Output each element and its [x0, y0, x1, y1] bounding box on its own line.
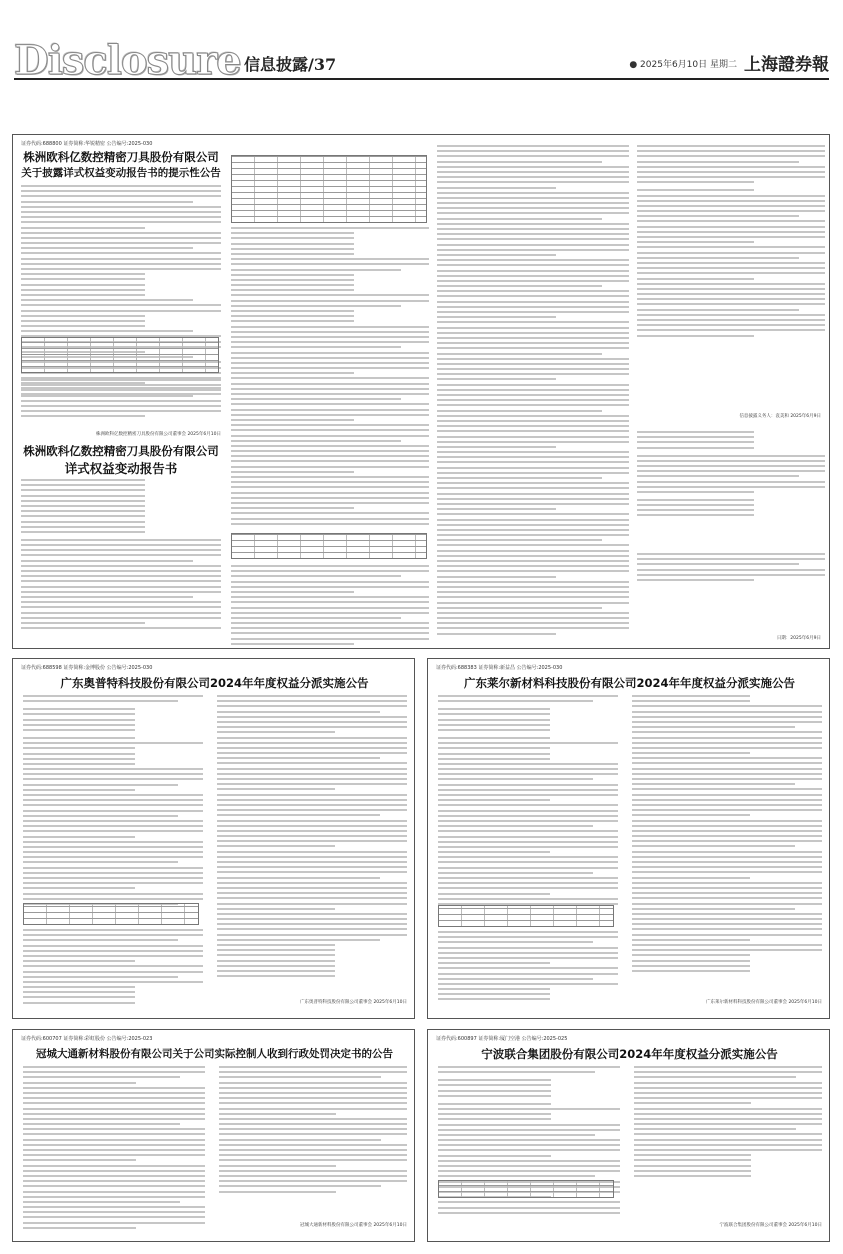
- announcement-title: 广东莱尔新材料科技股份有限公司2024年年度权益分派实施公告: [463, 676, 795, 690]
- body-text: [634, 1066, 822, 1216]
- body-text: [21, 479, 221, 639]
- body-text: [637, 145, 825, 405]
- body-text: [438, 1066, 620, 1236]
- body-text: [438, 695, 618, 925]
- stock-code: 证券代码:688598 证券简称:金博股份 公告编号:2025-030: [21, 665, 153, 671]
- body-text: [438, 931, 618, 1011]
- stock-code: 证券代码:688800 证券简称:华锐精密 公告编号:2025-030: [21, 141, 153, 147]
- info-table: [231, 155, 427, 223]
- report-subtitle: 详式权益变动报告书: [64, 461, 178, 476]
- body-text: [219, 1066, 407, 1216]
- signature: 广东奥普特科技股份有限公司董事会 2025年6月10日: [300, 1000, 407, 1005]
- report-title: 株洲欧科亿数控精密刀具股份有限公司: [23, 444, 219, 458]
- announcement-title: 冠城大通新材料股份有限公司关于公司实际控制人收到行政处罚决定书的公告: [36, 1048, 393, 1060]
- stock-code: 证券代码:600897 证券简称:厦门空港 公告编号:2025-025: [436, 1036, 568, 1042]
- announcement-mid-right: [427, 658, 830, 1019]
- shareholding-table: [21, 337, 219, 373]
- signature: 株洲欧科亿数控精密刀具股份有限公司董事会 2025年6月10日: [96, 432, 221, 437]
- body-text: [637, 553, 825, 613]
- dates-table: [438, 905, 614, 927]
- stock-code: 证券代码:688383 证券简称:新益昌 公告编号:2025-030: [436, 665, 563, 671]
- signature: 信息披露义务人：袁美和 2025年6月9日: [739, 414, 821, 419]
- announcement-bottom-right: [427, 1029, 830, 1242]
- issue-date: ● 2025年6月10日 星期二: [629, 60, 737, 70]
- body-text: [217, 695, 407, 995]
- change-table: [231, 533, 427, 559]
- body-text: [437, 145, 629, 645]
- brand-logo: Disclosure: [14, 37, 241, 84]
- body-text: [231, 565, 429, 645]
- section-title: 信息披露/37: [244, 55, 337, 74]
- dates-table: [438, 1180, 614, 1198]
- announcement-top: [12, 134, 830, 649]
- signature: 宁波联合集团股份有限公司董事会 2025年6月10日: [719, 1223, 822, 1228]
- announcement-mid-left: [12, 658, 415, 1019]
- body-text: [632, 695, 822, 995]
- signature: 冠城大通新材料股份有限公司董事会 2025年6月10日: [300, 1223, 407, 1228]
- body-text: [21, 379, 221, 429]
- dates-table: [23, 903, 199, 925]
- body-text: [23, 695, 203, 925]
- body-text: [23, 1066, 205, 1236]
- newspaper-name: 上海證券報: [744, 55, 829, 75]
- announcement-title: 广东奥普特科技股份有限公司2024年年度权益分派实施公告: [60, 676, 369, 690]
- body-text: [231, 227, 429, 527]
- announcement-subtitle: 关于披露详式权益变动报告书的提示性公告: [21, 167, 221, 179]
- announcement-title: 株洲欧科亿数控精密刀具股份有限公司: [23, 150, 219, 164]
- body-text: [637, 431, 825, 541]
- body-text: [23, 929, 203, 1013]
- announcement-bottom-left: [12, 1029, 415, 1242]
- announcement-title: 宁波联合集团股份有限公司2024年年度权益分派实施公告: [481, 1047, 778, 1061]
- masthead: [14, 37, 829, 84]
- signature: 广东莱尔新材料科技股份有限公司董事会 2025年6月10日: [706, 1000, 822, 1005]
- signature: 日期：2025年6月9日: [776, 636, 821, 641]
- stock-code: 证券代码:600707 证券简称:彩虹股份 公告编号:2025-023: [21, 1036, 153, 1042]
